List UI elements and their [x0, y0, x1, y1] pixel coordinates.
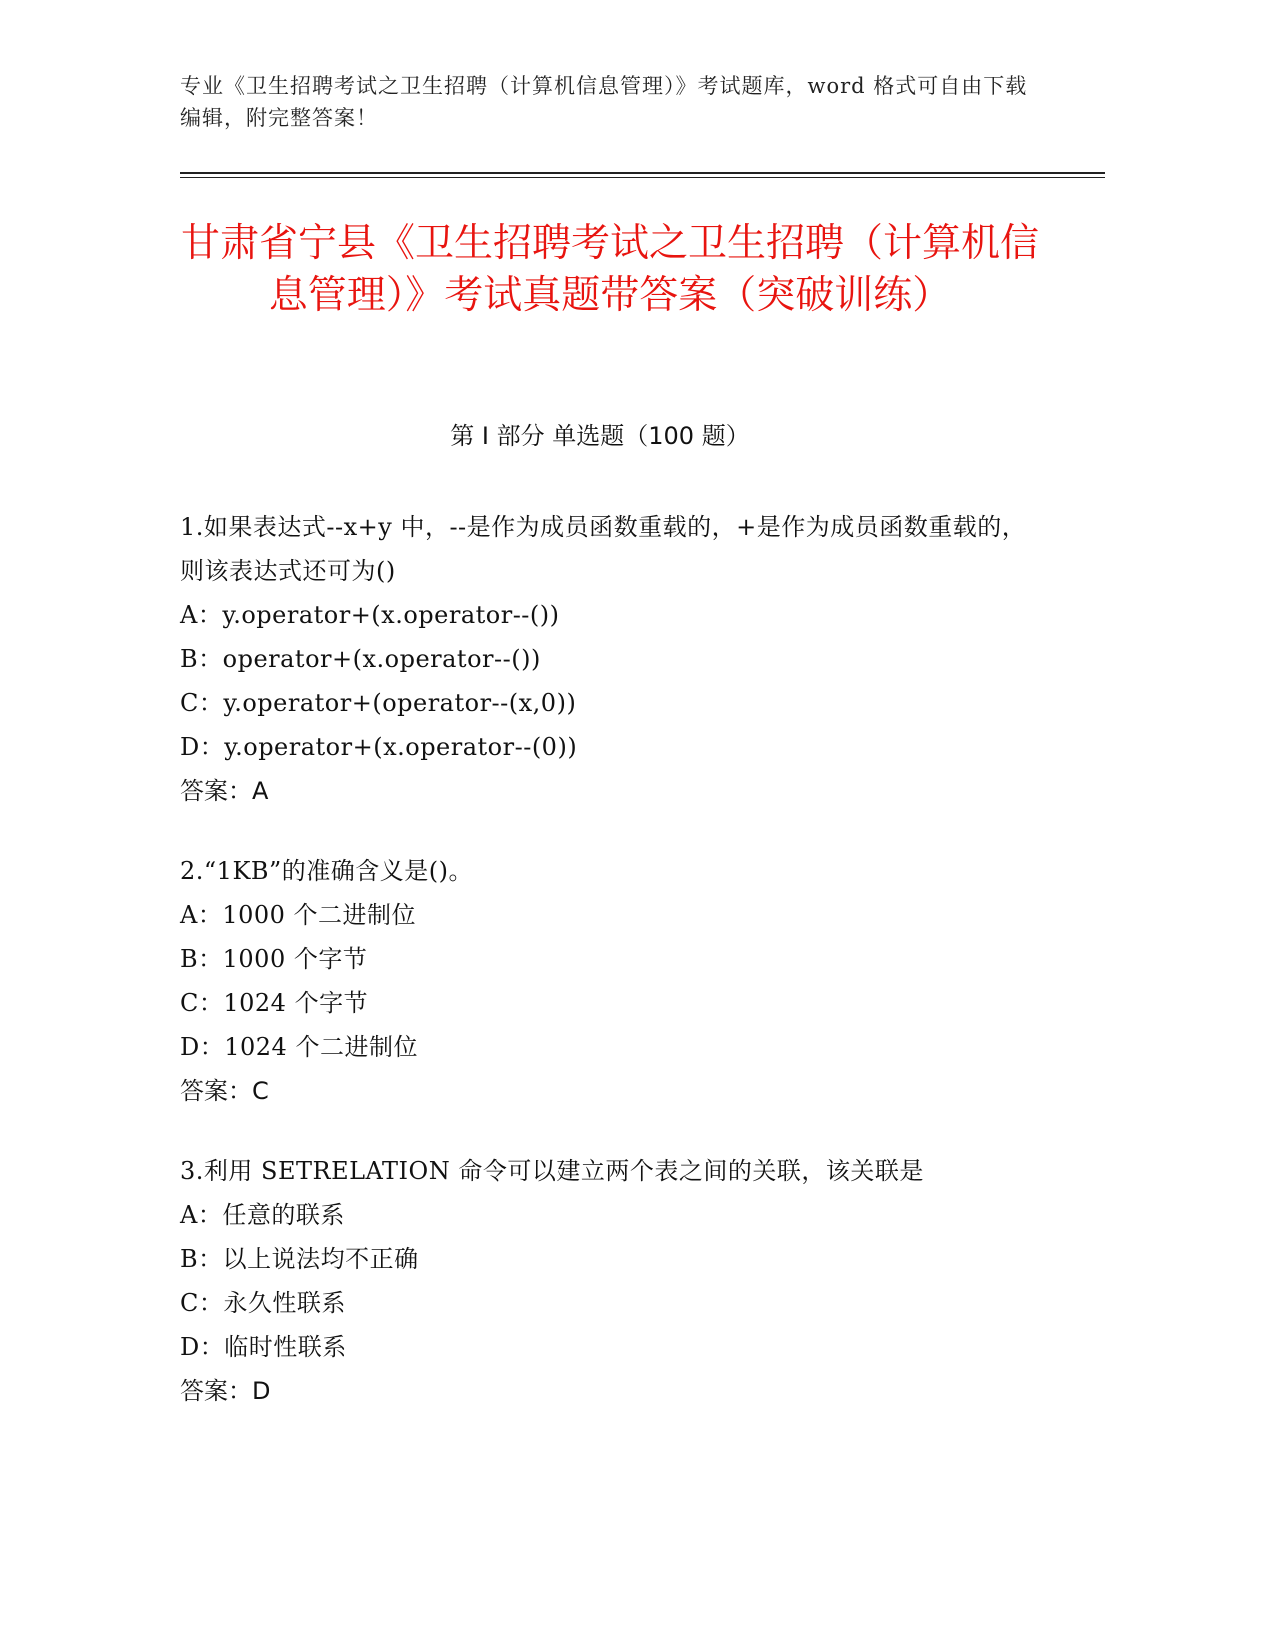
question-2 [180, 849, 1040, 1113]
option-d: D：1024 个二进制位 [180, 1033, 418, 1061]
option-b: B：以上说法均不正确 [180, 1245, 419, 1273]
question-3 [180, 1149, 1040, 1413]
option-b: B：1000 个字节 [180, 945, 368, 973]
option-c: C：y.operator+(operator--(x,0)) [180, 689, 577, 717]
option-d: D：y.operator+(x.operator--(0)) [180, 733, 578, 761]
question-1 [180, 505, 1040, 813]
header-divider-thick [180, 172, 1105, 174]
option-a: A：任意的联系 [180, 1201, 345, 1229]
option-c: C：1024 个字节 [180, 989, 369, 1017]
option-b: B：operator+(x.operator--()) [180, 645, 541, 673]
answer-label: 答案：C [180, 1077, 269, 1105]
option-a: A：y.operator+(x.operator--()) [180, 601, 560, 629]
option-d: D：临时性联系 [180, 1333, 347, 1361]
question-stem: 1.如果表达式--x+y 中，--是作为成员函数重载的，+是作为成员函数重载的，则该表达式还可为() [180, 513, 1027, 585]
option-c: C：永久性联系 [180, 1289, 346, 1317]
document-title: 甘肃省宁县《卫生招聘考试之卫生招聘（计算机信息管理）》考试真题带答案（突破训练） [180, 221, 1039, 318]
question-list [180, 505, 1040, 1449]
section-title: 第 I 部分 单选题（100 题） [450, 422, 750, 450]
option-a: A：1000 个二进制位 [180, 901, 417, 929]
header-note: 专业《卫生招聘考试之卫生招聘（计算机信息管理）》考试题库，word 格式可自由下载编辑，附完整答案！ [180, 74, 1028, 130]
header-divider-thin [180, 177, 1105, 178]
answer-label: 答案：A [180, 777, 269, 805]
question-stem: 2.“1KB”的准确含义是()。 [180, 857, 473, 885]
question-stem: 3.利用 SETRELATION 命令可以建立两个表之间的关联，该关联是 [180, 1157, 924, 1185]
answer-label: 答案：D [180, 1377, 271, 1405]
